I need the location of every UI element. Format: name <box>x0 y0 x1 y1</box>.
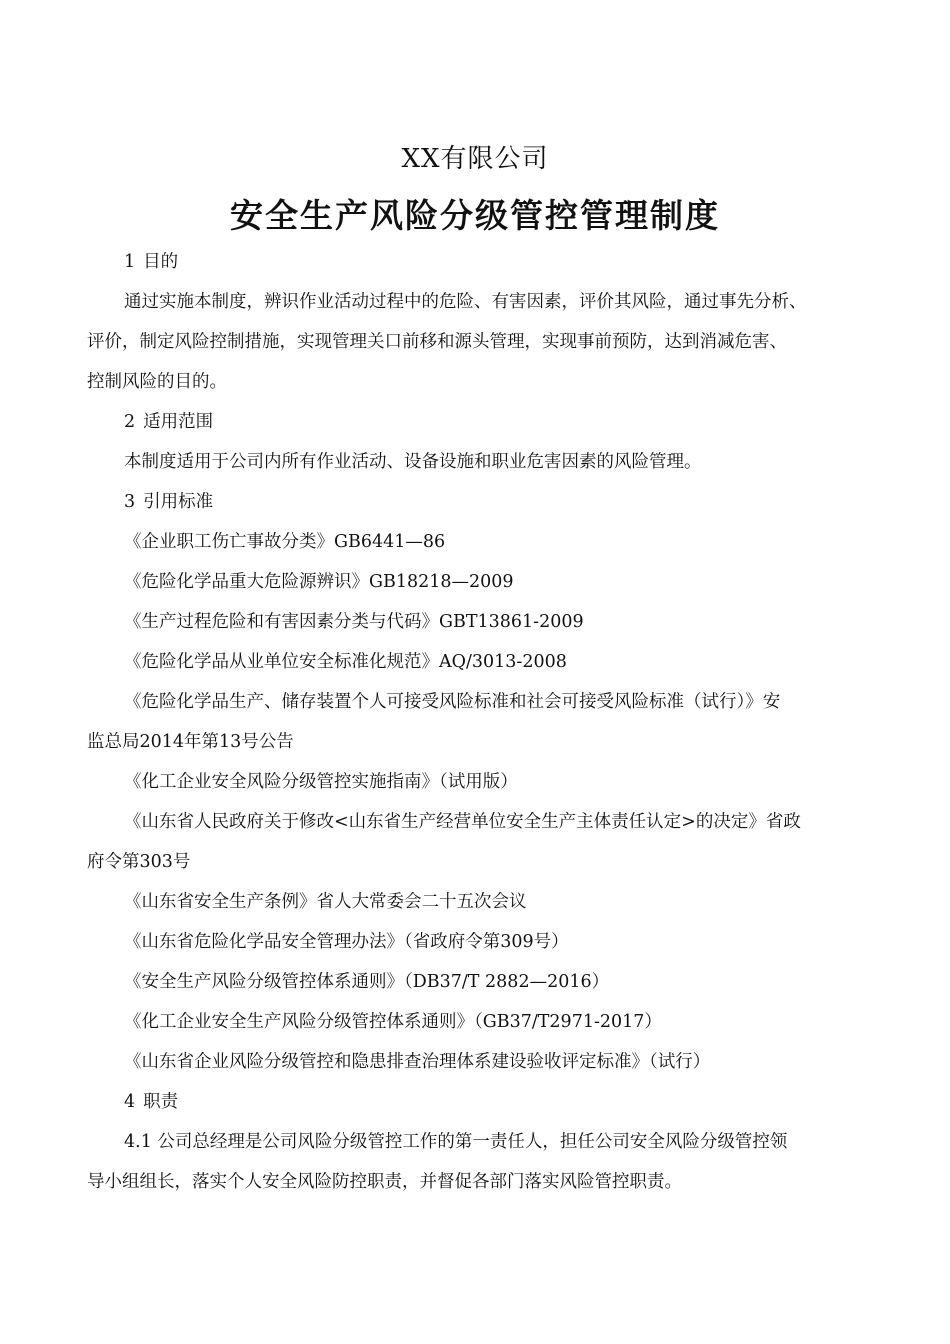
section-1-heading <box>124 251 178 273</box>
document-title: 安全生产风险分级管控管理制度 <box>230 196 720 235</box>
purpose-paragraph-line-3: 控制风险的目的。 <box>87 372 227 392</box>
section-3-heading <box>124 491 213 513</box>
standard-item: 《安全生产风险分级管控体系通则》（DB37/T 2882—2016） <box>124 972 610 992</box>
standard-item-continuation: 监总局2014年第13号公告 <box>87 732 294 752</box>
standard-item: 《企业职工伤亡事故分类》GB6441—86 <box>124 532 446 552</box>
scope-paragraph: 本制度适用于公司内所有作业活动、设备设施和职业危害因素的风险管理。 <box>124 452 702 472</box>
section-4-heading <box>124 1091 178 1113</box>
standard-item-continuation: 府令第303号 <box>87 852 191 872</box>
duty-paragraph-line-1: 4.1 公司总经理是公司风险分级管控工作的第一责任人，担任公司安全风险分级管控领 <box>124 1132 788 1152</box>
section-title: 目的 <box>143 252 179 272</box>
section-title: 引用标准 <box>143 492 214 512</box>
section-title: 适用范围 <box>143 412 214 432</box>
section-number: 1 <box>124 252 136 272</box>
purpose-paragraph-line-2: 评价，制定风险控制措施，实现管理关口前移和源头管理，实现事前预防，达到消减危害、 <box>87 332 787 352</box>
purpose-paragraph-line-1: 通过实施本制度，辨识作业活动过程中的危险、有害因素，评价其风险，通过事先分析、 <box>124 292 807 312</box>
section-number: 3 <box>124 492 136 512</box>
section-number: 4 <box>124 1092 136 1112</box>
section-title: 职责 <box>143 1092 179 1112</box>
standard-item: 《化工企业安全风险分级管控实施指南》（试用版） <box>124 772 518 792</box>
standard-item: 《生产过程危险和有害因素分类与代码》GBT13861-2009 <box>124 612 584 632</box>
section-2-heading <box>124 411 213 433</box>
standard-item: 《山东省安全生产条例》省人大常委会二十五次会议 <box>124 892 527 912</box>
duty-paragraph-line-2: 导小组组长，落实个人安全风险防控职责，并督促各部门落实风险管控职责。 <box>87 1172 682 1192</box>
company-name: XX有限公司 <box>401 144 549 174</box>
standard-item: 《危险化学品从业单位安全标准化规范》AQ/3013-2008 <box>124 652 567 672</box>
standard-item: 《山东省企业风险分级管控和隐患排查治理体系建设验收评定标准》（试行） <box>124 1052 711 1072</box>
standard-item: 《山东省人民政府关于修改<山东省生产经营单位安全生产主体责任认定>的决定》省政 <box>124 812 801 832</box>
standard-item: 《化工企业安全生产风险分级管控体系通则》（GB37/T2971-2017） <box>124 1012 662 1032</box>
standard-item: 《危险化学品重大危险源辨识》GB18218—2009 <box>124 572 514 592</box>
standard-item: 《山东省危险化学品安全管理办法》（省政府令第309号） <box>124 932 569 952</box>
section-number: 2 <box>124 412 136 432</box>
standard-item: 《危险化学品生产、储存装置个人可接受风险标准和社会可接受风险标准（试行）》安 <box>124 692 781 712</box>
